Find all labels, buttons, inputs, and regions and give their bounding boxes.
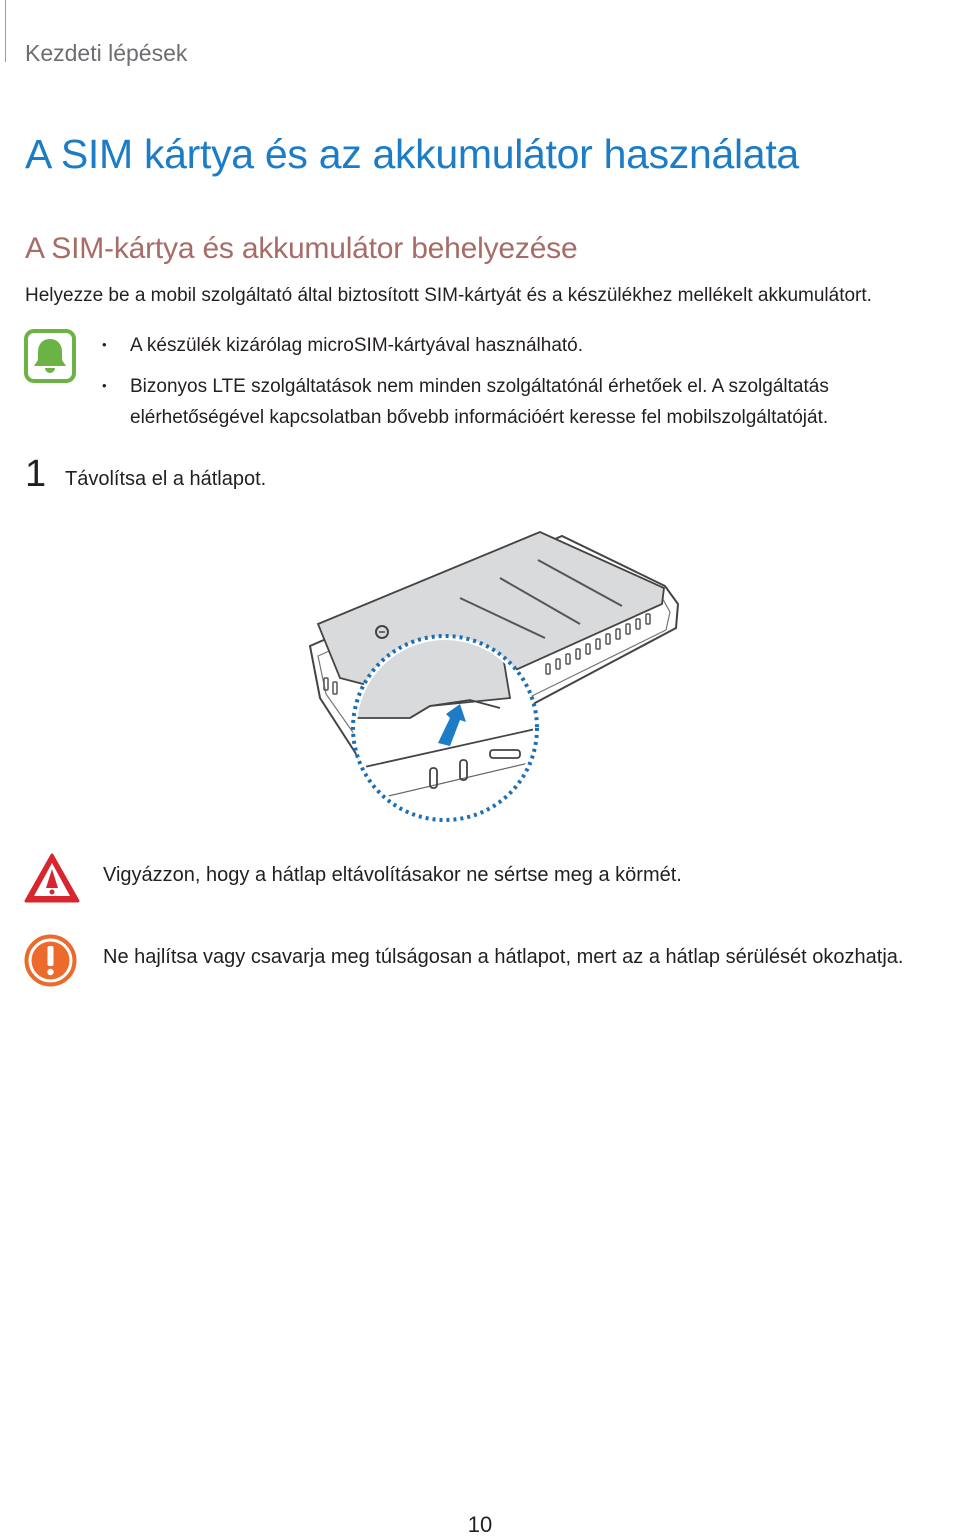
warning-triangle-icon xyxy=(24,852,80,904)
page-number: 10 xyxy=(467,1512,493,1537)
note-item: • Bizonyos LTE szolgáltatások nem minden szolgáltatónál érhetőek el. A szolgáltatás elérhetőségével kapcsolatban bővebb információért keresse fel mobilszolgáltatóját. xyxy=(100,371,950,433)
margin-line xyxy=(5,0,6,62)
step-number: 1 xyxy=(25,453,47,495)
warning-text: Vigyázzon, hogy a hátlap eltávolításakor ne sértse meg a körmét. xyxy=(103,864,682,886)
note-item: • A készülék kizárólag microSIM-kártyával használható. xyxy=(100,330,950,361)
note-list xyxy=(100,330,950,443)
intro-paragraph: Helyezze be a mobil szolgáltató által biztosított SIM-kártyát és a készülékhez mellékelt akkumulátort. xyxy=(25,285,872,306)
remove-back-cover-illustration xyxy=(300,528,690,828)
page-title: A SIM kártya és az akkumulátor használata xyxy=(25,131,799,177)
bell-icon xyxy=(24,329,76,383)
step-text: Távolítsa el a hátlapot. xyxy=(65,468,267,490)
section-header: Kezdeti lépések xyxy=(25,40,188,66)
section-subtitle: A SIM-kártya és akkumulátor behelyezése xyxy=(25,232,578,265)
caution-circle-icon xyxy=(24,934,77,987)
caution-text: Ne hajlítsa vagy csavarja meg túlságosan a hátlapot, mert az a hátlap sérülését okozhatja. xyxy=(103,946,904,968)
